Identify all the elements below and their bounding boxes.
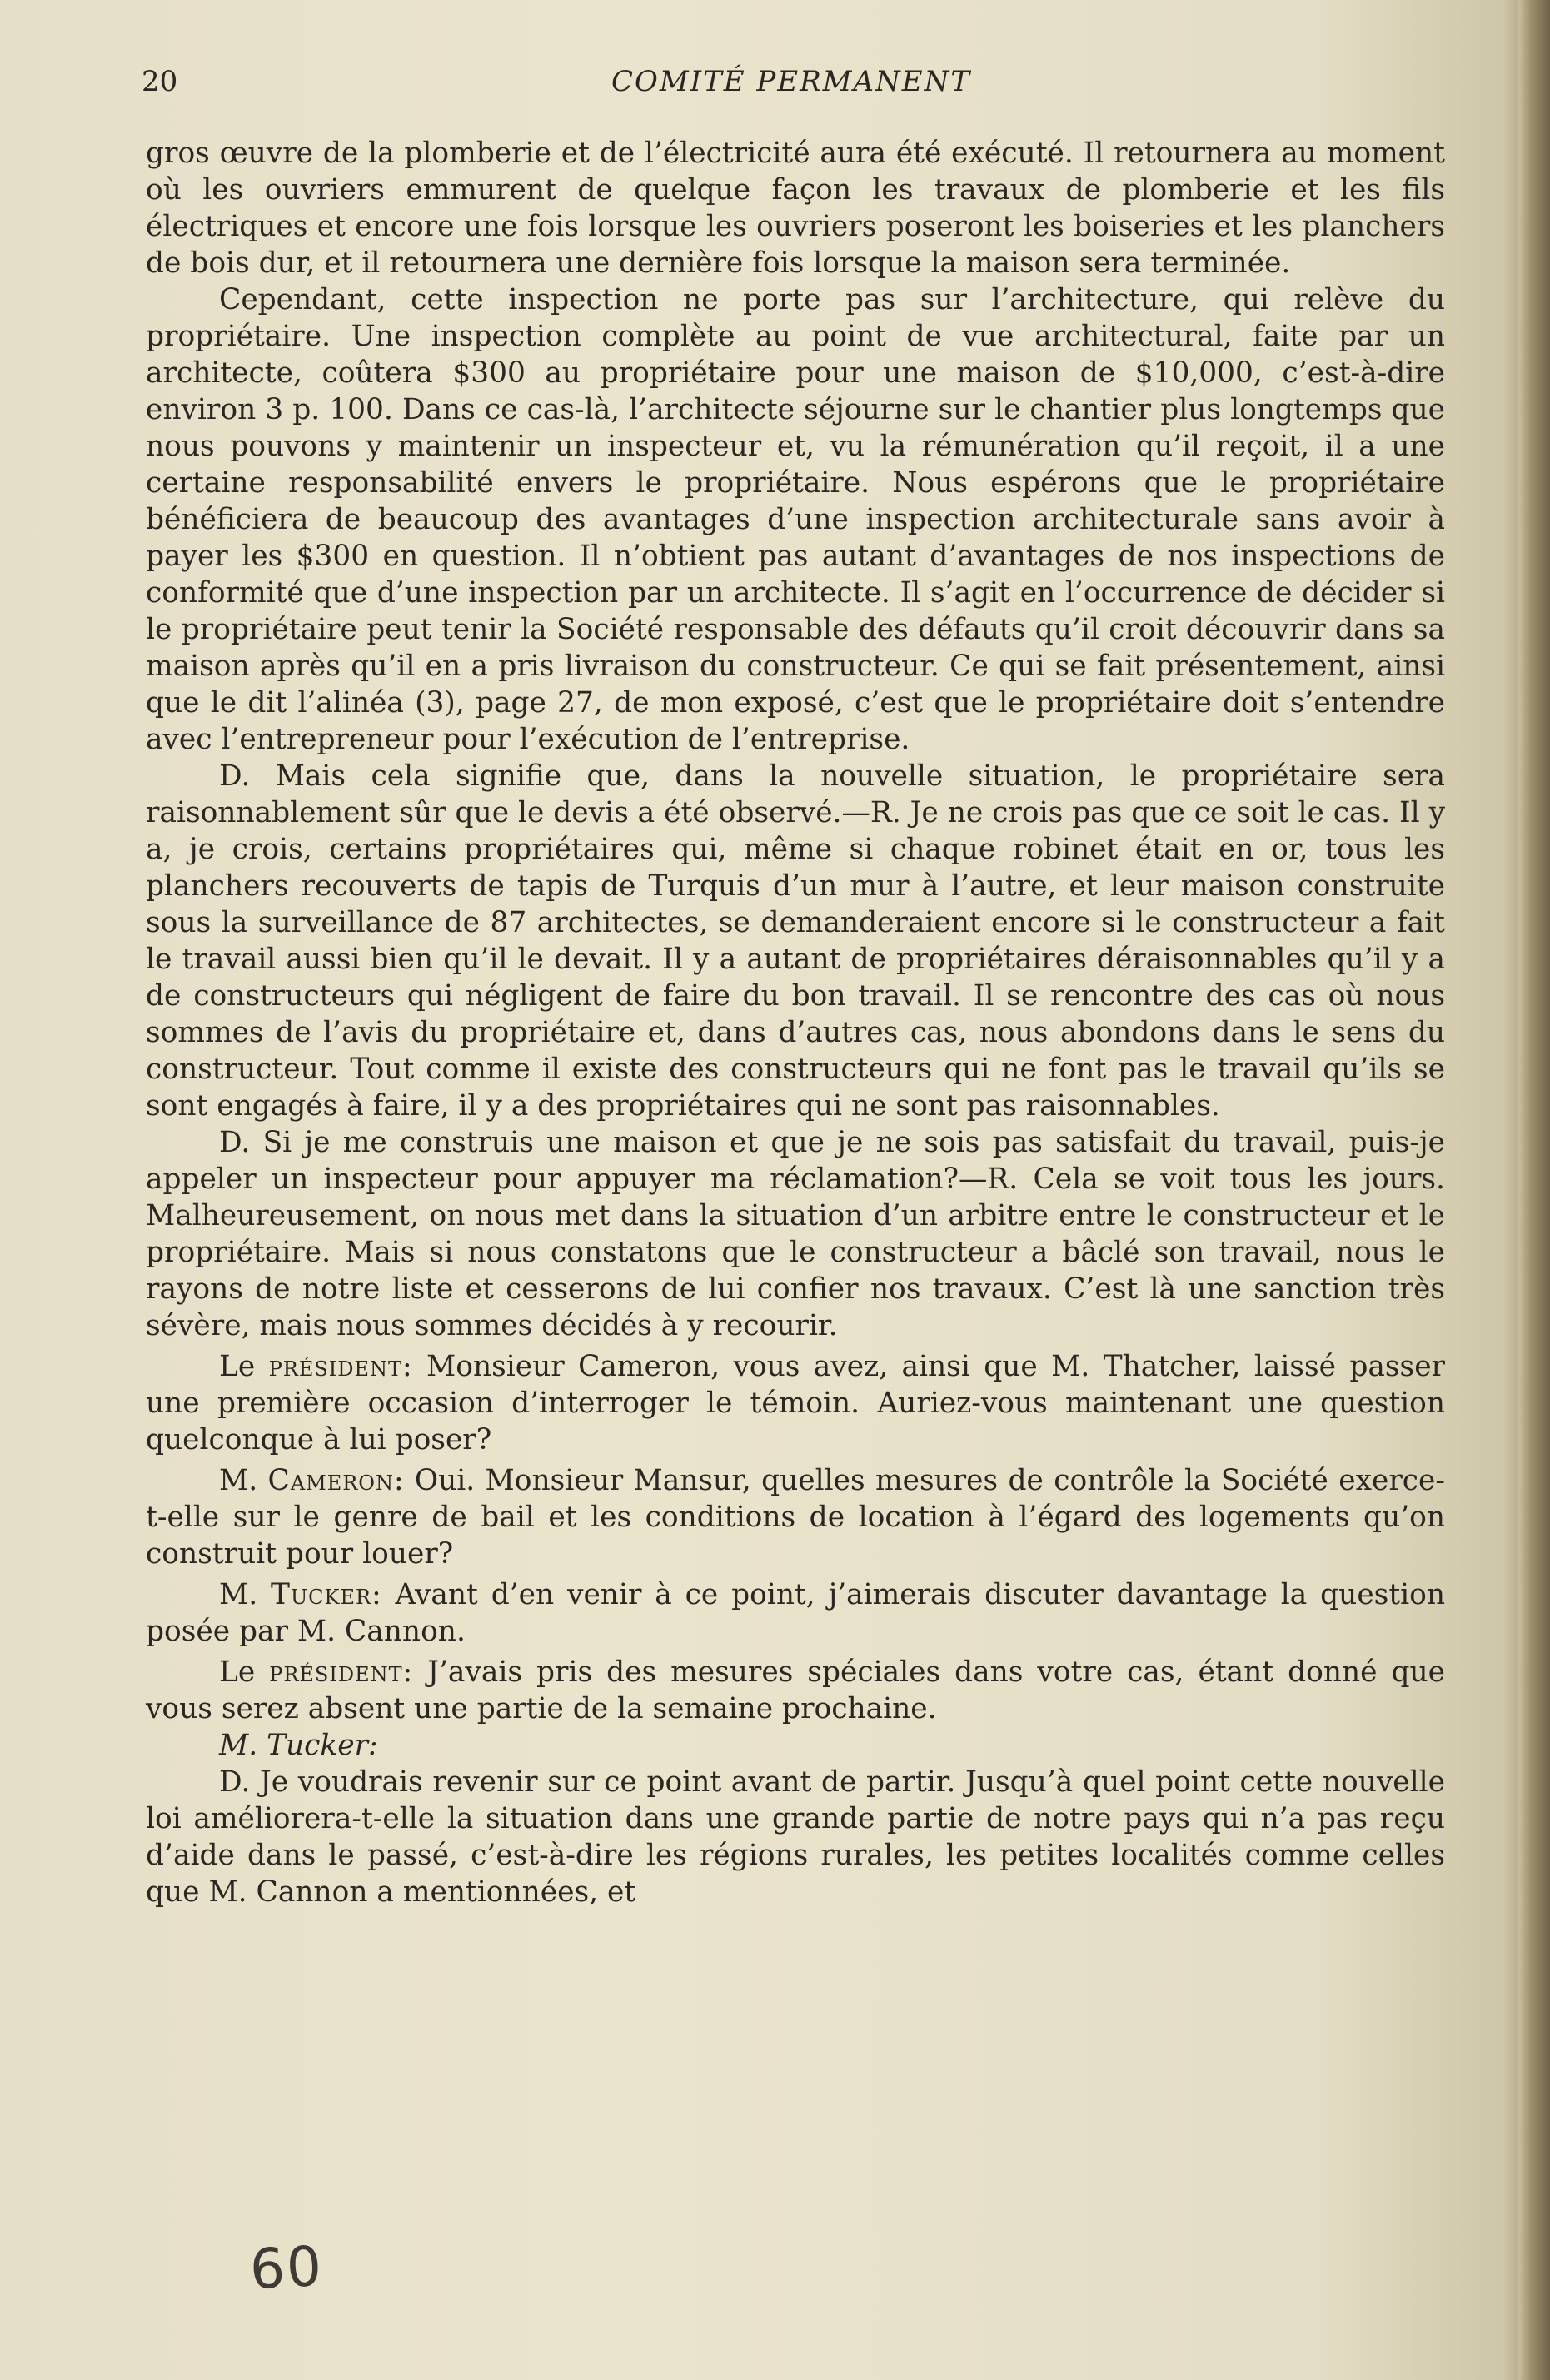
speaker-prefix: Le	[219, 1350, 269, 1383]
speaker-prefix: M.	[219, 1578, 272, 1611]
speaker-name: Tucker:	[271, 1578, 382, 1611]
speaker-name: président:	[268, 1350, 413, 1383]
speech-paragraph	[146, 1654, 1445, 1727]
speaker-prefix: Le	[219, 1656, 270, 1689]
speaker-name: président:	[269, 1656, 414, 1689]
page-number: 20	[142, 65, 178, 98]
paragraph: Cependant, cette inspection ne porte pas sur l’architecture, qui relève du propriétaire. Une inspection complète au point de vue architectural, faite par un architecte, coûtera $300 au propriétaire pour une maison de $10,000, c’est-à-dire environ 3 p. 100. Dans ce cas-là, l’architecte séjourne sur le chantier plus longtemps que nous pouvons y maintenir un inspecteur et, vu la rémunération qu’il reçoit, il a une certaine responsabilité envers le propriétaire. Nous espérons que le propriétaire bénéficiera de beaucoup des avantages d’une inspection architecturale sans avoir à payer les $300 en question. Il n’obtient pas autant d’avantages de nos inspections de conformité que d’une inspection par un architecte. Il s’agit en l’occurrence de décider si le propriétaire peut tenir la Société responsable des défauts qu’il croit découvrir dans sa maison après qu’il en a pris livraison du constructeur. Ce qui se fait présentement, ainsi que le dit l’alinéa (3), page 27, de mon exposé, c’est que le propriétaire doit s’entendre avec l’entrepreneur pour l’exécution de l’entreprise.	[146, 283, 1445, 756]
speech-text: Avant d’en venir à ce point, j’aimerais discuter davantage la question posée par M. Cannon.	[146, 1578, 1445, 1648]
book-spine-shadow	[1518, 0, 1550, 2380]
handwritten-page-number: 60	[248, 2233, 325, 2303]
speech-text: J’avais pris des mesures spéciales dans votre cas, étant donné que vous serez absent une partie de la semaine prochaine.	[146, 1656, 1445, 1725]
speaker-name: Cameron:	[267, 1464, 405, 1497]
speech-paragraph	[146, 1576, 1445, 1650]
speaker-prefix: M.	[219, 1464, 268, 1497]
running-title: COMITÉ PERMANENT	[611, 65, 972, 98]
section-heading: M. Tucker:	[219, 1729, 378, 1762]
body-text	[146, 135, 1445, 1910]
paragraph: D. Si je me construis une maison et que je ne sois pas satisfait du travail, puis-je appeler un inspecteur pour appuyer ma réclamation?—R. Cela se voit tous les jours. Malheureusement, on nous met dans la situation d’un arbitre entre le constructeur et le propriétaire. Mais si nous constatons que le constructeur a bâclé son travail, nous le rayons de notre liste et cesserons de lui confier nos travaux. C’est là une sanction très sévère, mais nous sommes décidés à y recourir.	[146, 1126, 1445, 1342]
speech-paragraph	[146, 1462, 1445, 1572]
speech-text: Monsieur Cameron, vous avez, ainsi que M. Thatcher, laissé passer une première occasion d’interroger le témoin. Auriez-vous maintenant une question quelconque à lui poser?	[146, 1350, 1445, 1456]
paragraph: D. Mais cela signifie que, dans la nouvelle situation, le propriétaire sera raisonnablement sûr que le devis a été observé.—R. Je ne crois pas que ce soit le cas. Il y a, je crois, certains propriétaires qui, même si chaque robinet était en or, tous les planchers recouverts de tapis de Turquis d’un mur à l’autre, et leur maison construite sous la surveillance de 87 architectes, se demanderaient encore si le constructeur a fait le travail aussi bien qu’il le devait. Il y a autant de propriétaires déraisonnables qu’il y a de constructeurs qui négligent de faire du bon travail. Il se rencontre des cas où nous sommes de l’avis du propriétaire et, dans d’autres cas, nous abondons dans le sens du constructeur. Tout comme il existe des constructeurs qui ne font pas le travail qu’ils se sont engagés à faire, il y a des propriétaires qui ne sont pas raisonnables.	[146, 759, 1445, 1123]
paragraph: D. Je voudrais revenir sur ce point avant de partir. Jusqu’à quel point cette nouvelle loi améliorera-t-elle la situation dans une grande partie de notre pays qui n’a pas reçu d’aide dans le passé, c’est-à-dire les régions rurales, les petites localités comme celles que M. Cannon a mentionnées, et	[146, 1765, 1445, 1909]
speech-paragraph	[146, 1348, 1445, 1458]
page-header	[142, 65, 1441, 107]
paragraph: gros œuvre de la plomberie et de l’électricité aura été exécuté. Il retournera au moment où les ouvriers emmurent de quelque façon les travaux de plomberie et les fils électriques et encore une fois lorsque les ouvriers poseront les boiseries et les planchers de bois dur, et il retournera une dernière fois lorsque la maison sera terminée.	[146, 137, 1445, 280]
speech-text: Oui. Monsieur Mansur, quelles mesures de contrôle la Société exerce-t-elle sur le genre de bail et les conditions de location à l’égard des logements qu’on construit pour louer?	[146, 1464, 1446, 1571]
